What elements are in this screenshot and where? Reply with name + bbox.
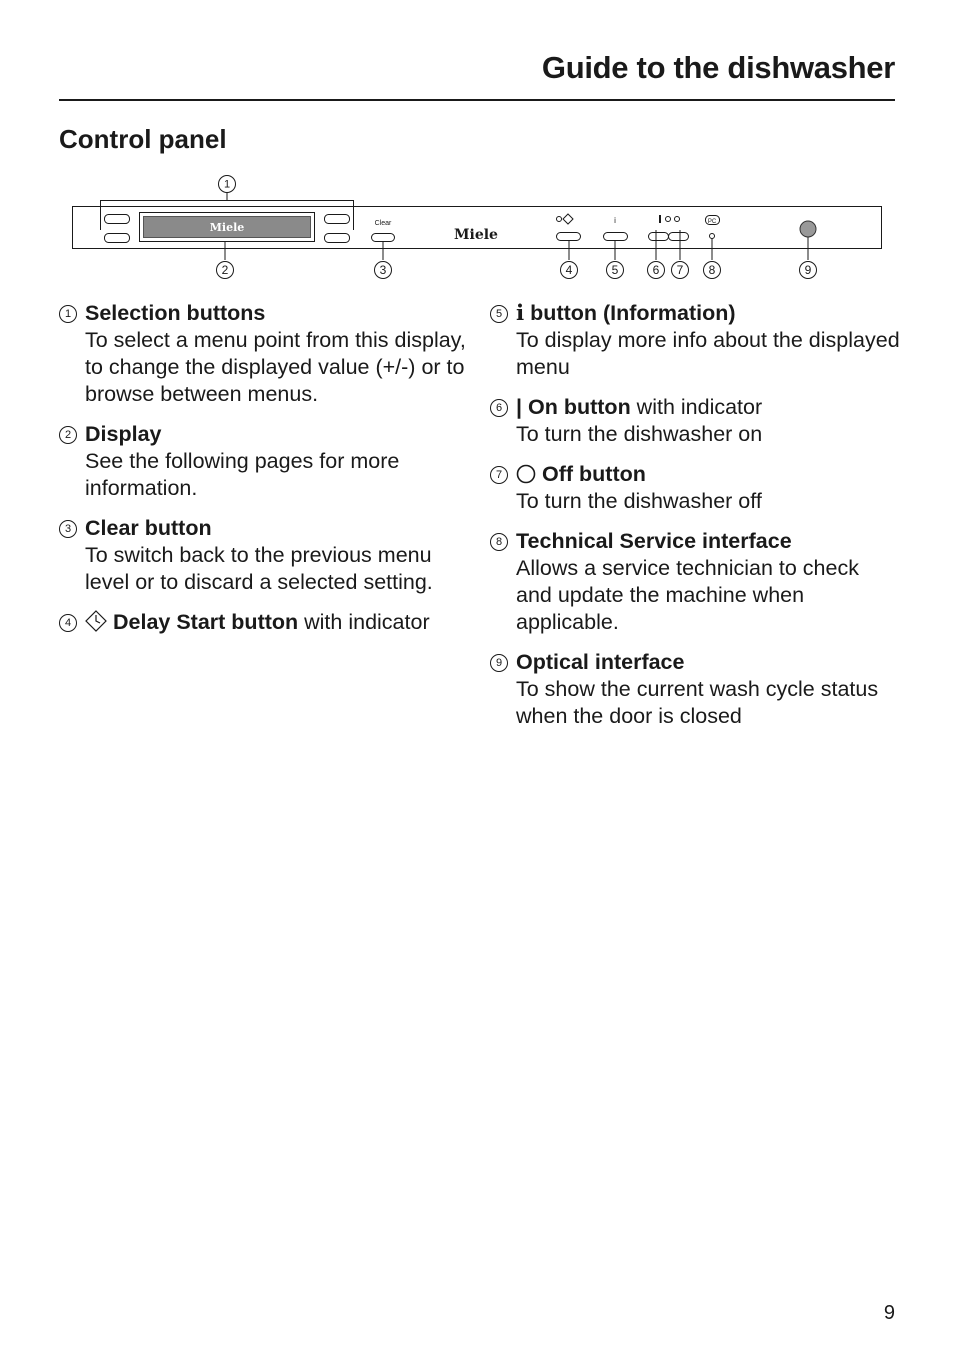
info-symbol: i [614,216,616,225]
legend-item-optical-interface [490,649,900,730]
item-description: To show the current wash cycle status when the door is closed [516,677,879,728]
legend-item-technical-service [490,528,900,636]
legend-right-column [490,300,900,743]
callout-number: 1 [59,305,77,323]
clear-label: Clear [374,220,392,227]
item-description: See the following pages for more information. [85,449,400,500]
legend-left-column [59,300,469,649]
callout-number: 6 [490,399,508,417]
item-description: To turn the dishwasher off [516,489,762,513]
callout-number: 5 [490,305,508,323]
legend-item-selection-buttons [59,300,469,408]
section-heading: Control panel [59,124,227,154]
on-button [649,233,669,241]
page-number: 9 [883,1302,895,1324]
item-title: button (Information) [530,301,736,325]
delay-start-button [557,233,581,241]
item-title-suffix: with indicator [298,610,430,634]
item-description: Allows a service technician to check and update the machine when applicable. [516,556,859,634]
panel-brand-logo: Miele [454,227,498,243]
svg-text:7: 7 [676,263,684,277]
off-circle-icon [516,464,536,484]
clear-button [372,234,395,242]
info-button [604,233,628,241]
item-description: To turn the dishwasher on [516,422,763,446]
svg-text:5: 5 [611,263,619,277]
svg-text:9: 9 [804,263,812,277]
selection-button-bottom-right [325,234,350,243]
optical-interface [800,221,816,237]
svg-text:3: 3 [379,263,387,277]
svg-text:2: 2 [221,263,229,277]
info-symbol-icon: i [516,301,525,326]
item-title: Technical Service interface [516,529,792,553]
item-description: To display more info about the displayed menu [516,328,900,379]
on-symbol-icon: | [516,395,523,419]
svg-text:6: 6 [652,263,660,277]
selection-button-top-right [325,215,350,224]
service-interface [710,234,715,239]
off-button [669,233,689,241]
item-description: To switch back to the previous menu level or to discard a selected setting. [85,543,433,594]
callout-number: 3 [59,520,77,538]
callout-number: 8 [490,533,508,551]
legend-item-info-button [490,300,900,381]
display-brand: Miele [209,221,245,234]
item-title-suffix: with indicator [630,395,763,419]
item-title: Clear button [85,516,212,540]
pc-text: PC [707,219,717,225]
item-description: To select a menu point from this display, to change the displayed value (+/-) or to browse between menus. [85,328,466,406]
legend-item-on-button [490,394,900,448]
page-title: Guide to the dishwasher [541,50,895,85]
svg-text:8: 8 [708,263,716,277]
item-title: Optical interface [516,650,685,674]
callout-number: 2 [59,426,77,444]
svg-text:1: 1 [223,178,231,191]
item-title: Selection buttons [85,301,266,325]
callout-number: 7 [490,466,508,484]
selection-button-bottom-left [105,234,130,243]
control-panel-diagram [0,170,954,285]
legend-item-clear-button [59,515,469,596]
title-divider [59,99,895,101]
callout-number: 9 [490,654,508,672]
callout-number: 4 [59,614,77,632]
selection-button-top-left [105,215,130,224]
legend-item-display [59,421,469,502]
delay-start-icon [85,610,107,632]
item-title: On button [528,395,631,419]
item-title: Display [85,422,162,446]
item-title: Off button [542,462,646,486]
item-title: Delay Start button [113,610,299,634]
legend-item-off-button [490,461,900,515]
legend-item-delay-start [59,609,469,636]
svg-text:4: 4 [565,263,573,277]
